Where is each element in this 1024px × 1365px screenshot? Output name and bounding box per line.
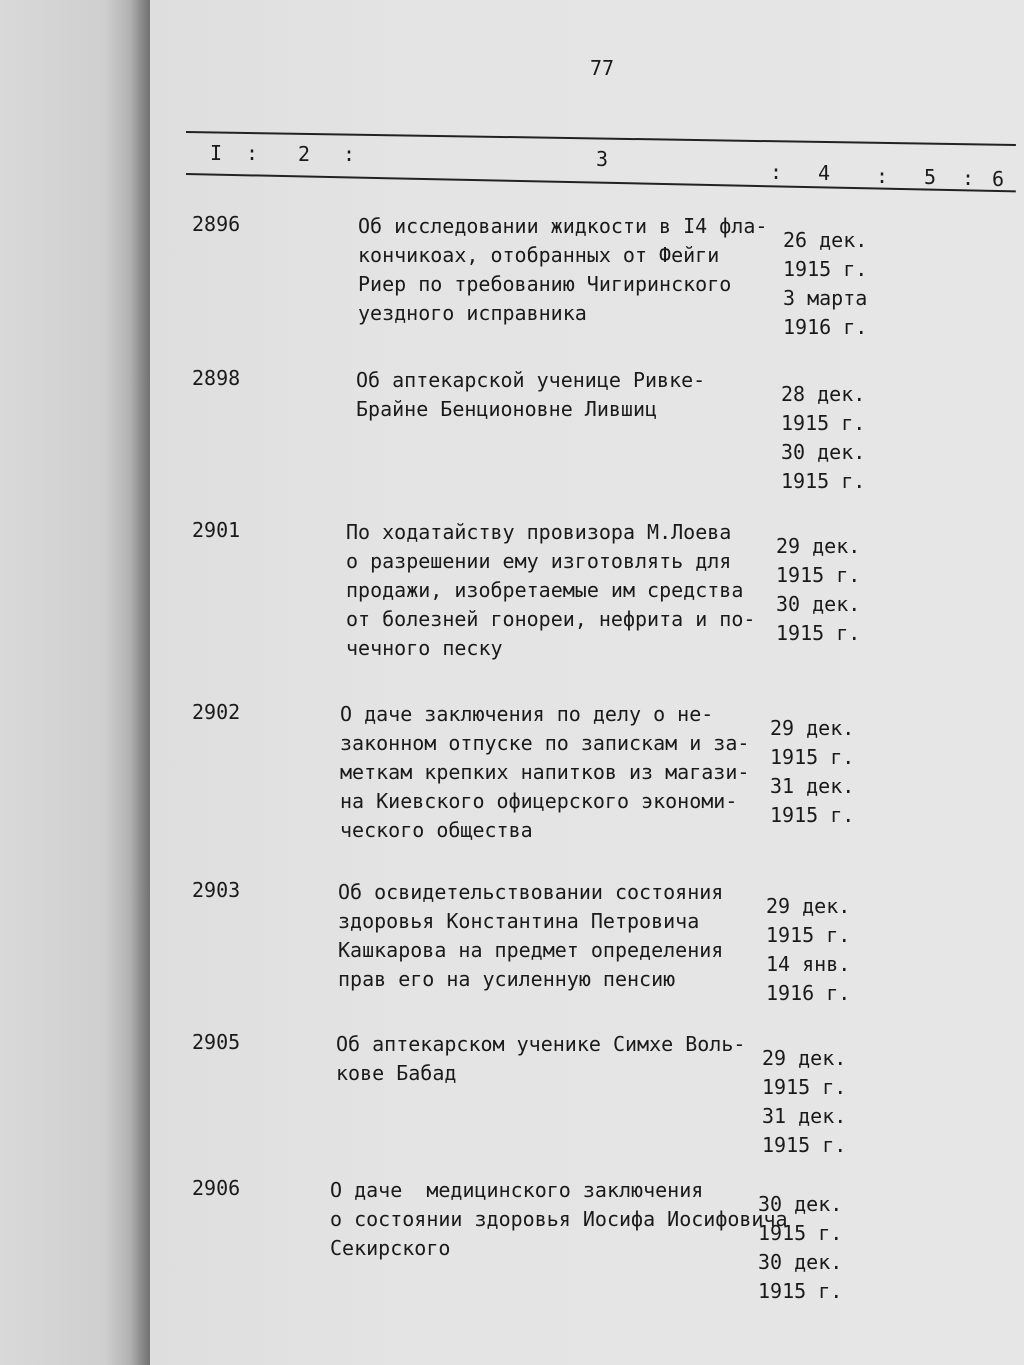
entry-description: Об исследовании жидкости в I4 фла- кончикоах, отобранных от Фейги Риер по требованию Чигиринского уездного исправника (358, 214, 768, 325)
entry-description: По ходатайству провизора М.Лоева о разрешении ему изготовлять для продажи, изобретаемые им средства от болезней гонореи, нефрита и по- чечного песку (346, 520, 756, 660)
entry-dates: 29 дек. 1915 г. 31 дек. 1915 г. (762, 1046, 847, 1157)
column-header-6: 6 (992, 167, 1005, 191)
entry-dates: 30 дек. 1915 г. 30 дек. 1915 г. (758, 1192, 843, 1303)
header-rule-bottom (186, 173, 1016, 192)
entry-number: 2901 (192, 518, 241, 542)
page-number: 77 (590, 56, 615, 80)
entry-number: 2902 (192, 700, 241, 724)
entry-number: 2906 (192, 1176, 241, 1200)
entry-dates: 28 дек. 1915 г. 30 дек. 1915 г. (781, 382, 866, 493)
entry-dates: 29 дек. 1915 г. 30 дек. 1915 г. (776, 534, 861, 645)
entry-number: 2903 (192, 878, 241, 902)
entry-description: О даче медицинского заключения о состоянии здоровья Иосифа Иосифовича Секирского (330, 1178, 788, 1260)
entry-description: О даче заключения по делу о не- законном отпуске по запискам и за- меткам крепких напитков из магази- на Киевского офицерского экономи- ческого общества (340, 702, 750, 842)
column-header-2: 2 (298, 142, 311, 166)
entry-description: Об освидетельствовании состояния здоровья Константина Петровича Кашкарова на предмет определения прав его на усиленную пенсию (338, 880, 724, 991)
document-page (150, 0, 1024, 1365)
column-separator: : (962, 166, 975, 190)
entry-number: 2896 (192, 212, 241, 236)
entry-number: 2905 (192, 1030, 241, 1054)
entry-dates: 29 дек. 1915 г. 31 дек. 1915 г. (770, 716, 855, 827)
column-header-3: 3 (596, 147, 609, 171)
header-rule-top (186, 131, 1016, 146)
column-separator: : (876, 164, 889, 188)
column-header-4: 4 (818, 161, 831, 185)
facing-page (0, 0, 150, 1365)
column-separator: : (246, 141, 259, 165)
entry-dates: 26 дек. 1915 г. 3 марта 1916 г. (783, 228, 868, 339)
entry-number: 2898 (192, 366, 241, 390)
entry-description: Об аптекарском ученике Симхе Воль- кове Бабад (336, 1032, 746, 1085)
column-header-1: I (210, 141, 223, 165)
column-header-5: 5 (924, 165, 937, 189)
entry-description: Об аптекарской ученице Ривке- Брайне Бенционовне Лившиц (356, 368, 706, 421)
entry-dates: 29 дек. 1915 г. 14 янв. 1916 г. (766, 894, 851, 1005)
column-separator: : (343, 142, 356, 166)
column-separator: : (770, 160, 783, 184)
